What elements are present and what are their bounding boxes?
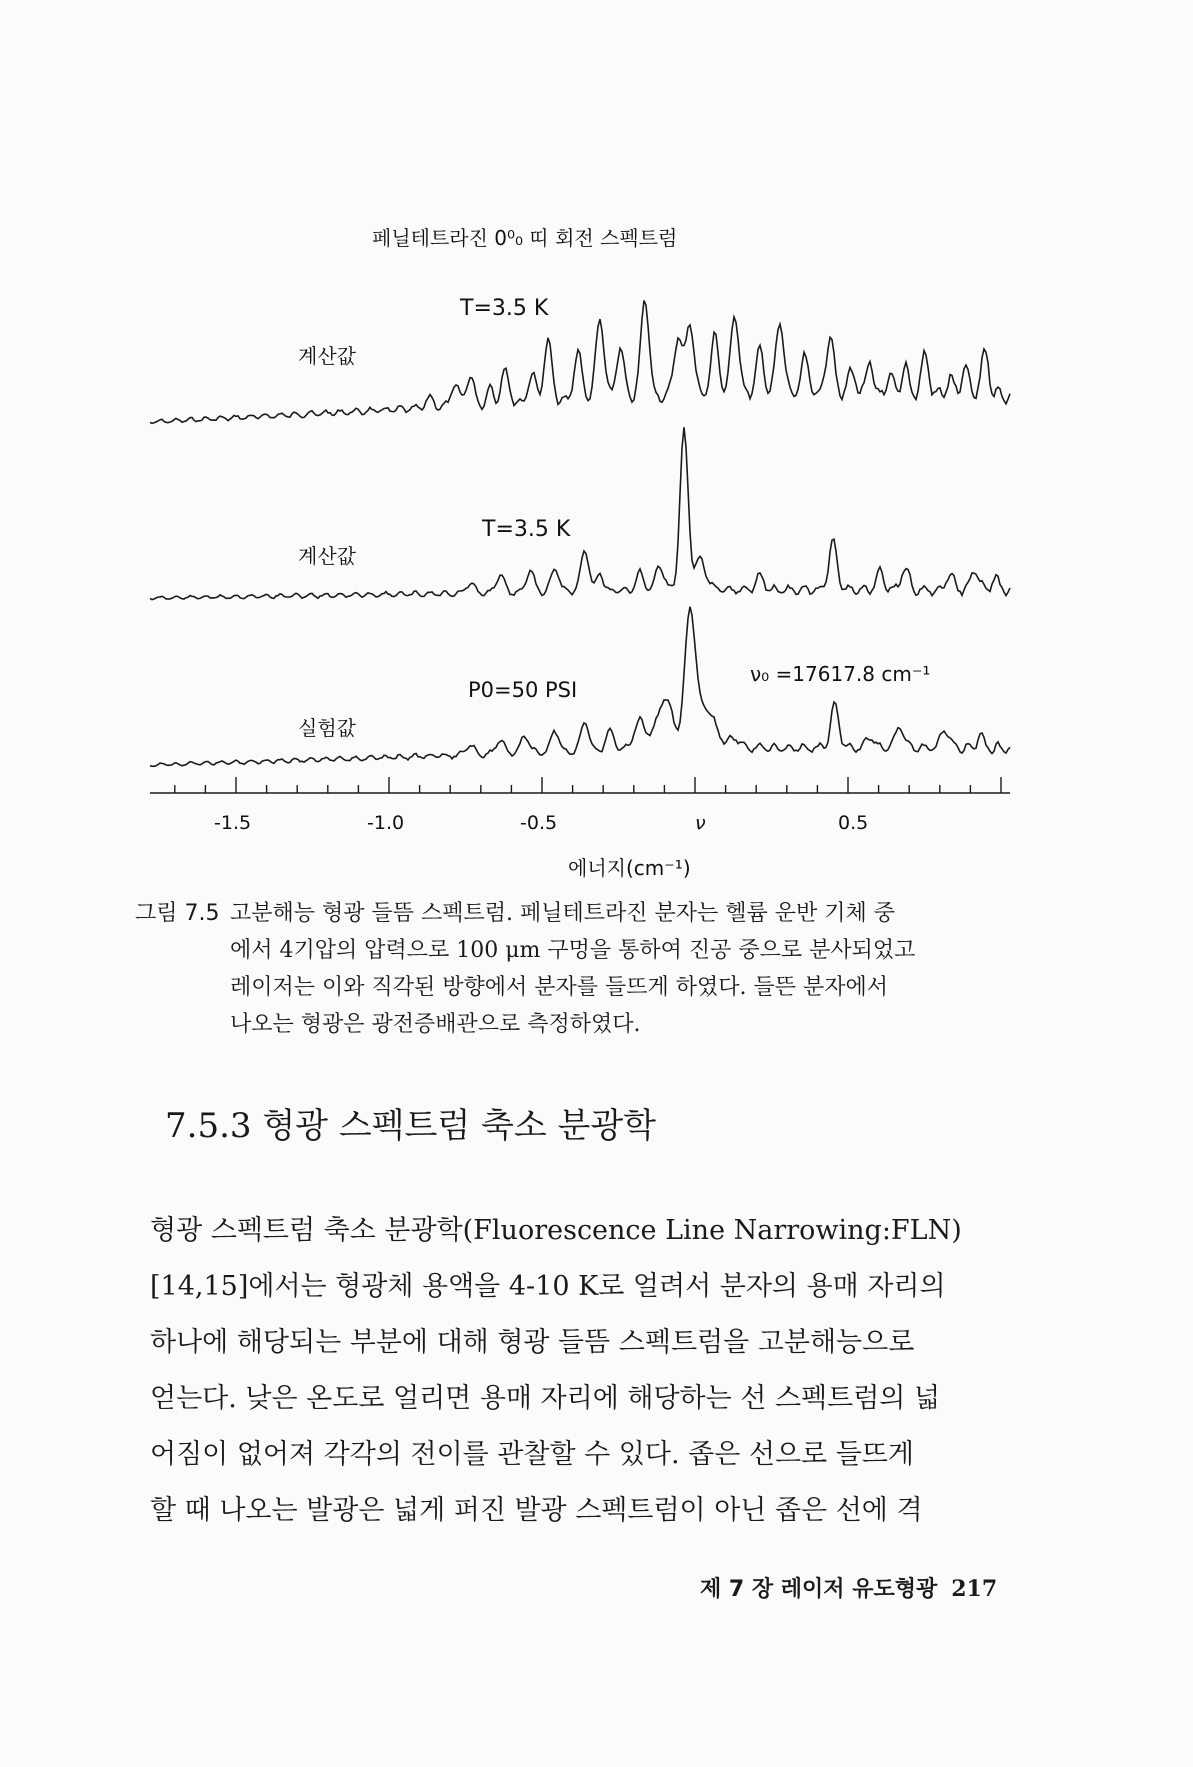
body-line: [14,15]에서는 형광체 용액을 4-10 K로 얼려서 분자의 용매 자리의 xyxy=(150,1271,946,1302)
caption-line: 레이저는 이와 직각된 방향에서 분자를 들뜨게 하였다. 들뜬 분자에서 xyxy=(230,975,888,1000)
body-line: 어짐이 없어져 각각의 전이를 관찰할 수 있다. 좁은 선으로 들뜨게 xyxy=(150,1439,914,1470)
caption-number: 그림 7.5 xyxy=(135,901,220,926)
spectrum-traces xyxy=(150,301,1010,767)
trace3-annotation: P0=50 PSI xyxy=(468,678,578,702)
figure-caption xyxy=(135,895,1035,1043)
tick-label-minus1-5: -1.5 xyxy=(214,812,252,834)
tick-label-0-5: 0.5 xyxy=(838,812,869,834)
figure-title: 페닐테트라진 0⁰₀ 띠 회전 스펙트럼 xyxy=(372,226,678,250)
trace1-label: 계산값 xyxy=(298,344,356,368)
trace3-label: 실험값 xyxy=(298,716,356,740)
caption-line xyxy=(135,895,1035,932)
spectrum-figure xyxy=(0,0,1193,880)
chapter-title: 제 7 장 레이저 유도형광 xyxy=(700,1577,938,1602)
body-line: 얻는다. 낮은 온도로 얼리면 용매 자리에 해당하는 선 스펙트럼의 넓 xyxy=(150,1383,941,1414)
tick-label-nu: ν xyxy=(695,812,706,834)
caption-text: 고분해능 형광 들뜸 스펙트럼. 페닐테트라진 분자는 헬륨 운반 기체 중 xyxy=(230,901,895,926)
caption-line: 나오는 형광은 광전증배관으로 측정하였다. xyxy=(230,1012,641,1037)
section-heading: 7.5.3 형광 스펙트럼 축소 분광학 xyxy=(165,1106,657,1146)
tick-label-minus0-5: -0.5 xyxy=(520,812,558,834)
trace2-label: 계산값 xyxy=(298,544,356,568)
caption-line: 에서 4기압의 압력으로 100 μm 구멍을 통하여 진공 중으로 분사되었고 xyxy=(230,938,916,963)
spectrum-trace-3 xyxy=(150,607,1010,767)
nu0-annotation: ν₀ =17617.8 cm⁻¹ xyxy=(750,662,931,686)
spectrum-trace-2 xyxy=(150,427,1010,599)
trace1-annotation: T=3.5 K xyxy=(460,296,549,321)
page-number: 217 xyxy=(951,1576,998,1602)
energy-axis xyxy=(150,777,1010,793)
page-footer xyxy=(700,1572,997,1603)
body-line: 하나에 해당되는 부분에 대해 형광 들뜸 스펙트럼을 고분해능으로 xyxy=(150,1327,915,1358)
trace2-annotation: T=3.5 K xyxy=(482,517,571,542)
tick-label-minus1-0: -1.0 xyxy=(367,812,405,834)
x-axis-label: 에너지(cm⁻¹) xyxy=(568,856,691,880)
body-paragraph xyxy=(150,1203,1040,1539)
spectrum-trace-1 xyxy=(150,301,1010,424)
body-line: 형광 스펙트럼 축소 분광학(Fluorescence Line Narrowing:FLN) xyxy=(150,1215,962,1246)
body-line: 할 때 나오는 발광은 넓게 퍼진 발광 스펙트럼이 아닌 좁은 선에 격 xyxy=(150,1495,923,1526)
